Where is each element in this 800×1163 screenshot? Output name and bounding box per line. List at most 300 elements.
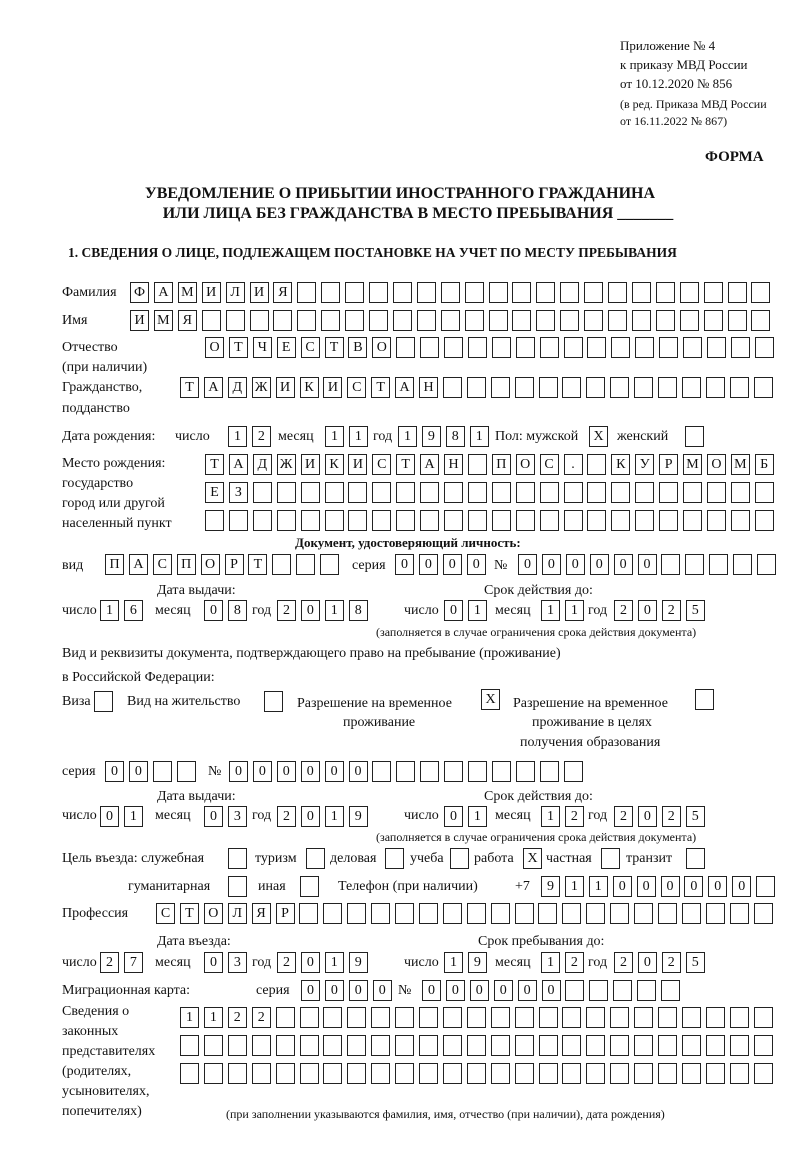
char-cell[interactable] — [443, 903, 462, 924]
char-cell[interactable]: О — [201, 554, 220, 575]
char-cell[interactable] — [637, 980, 656, 1001]
char-cell[interactable]: 9 — [468, 952, 487, 973]
char-cell[interactable] — [348, 510, 367, 531]
char-cell[interactable] — [371, 1035, 390, 1056]
char-cell[interactable]: Н — [419, 377, 438, 398]
char-cell[interactable] — [706, 1063, 725, 1084]
char-cell[interactable] — [420, 761, 439, 782]
char-cell[interactable]: 0 — [100, 806, 119, 827]
char-cell[interactable]: 0 — [638, 806, 657, 827]
char-cell[interactable] — [396, 510, 415, 531]
char-cell[interactable]: 0 — [638, 600, 657, 621]
char-cell[interactable] — [755, 510, 774, 531]
char-cell[interactable] — [369, 282, 388, 303]
char-cell[interactable] — [515, 903, 534, 924]
char-cell[interactable]: 0 — [467, 554, 486, 575]
char-cell[interactable] — [417, 282, 436, 303]
char-cell[interactable] — [323, 1035, 342, 1056]
char-cell[interactable] — [420, 337, 439, 358]
char-cell[interactable] — [276, 1007, 295, 1028]
char-cell[interactable]: 0 — [542, 554, 561, 575]
char-cell[interactable] — [229, 510, 248, 531]
char-cell[interactable]: 0 — [422, 980, 441, 1001]
char-cell[interactable]: Т — [205, 454, 224, 475]
char-cell[interactable]: П — [177, 554, 196, 575]
char-cell[interactable]: И — [301, 454, 320, 475]
char-cell[interactable] — [707, 482, 726, 503]
char-cell[interactable] — [658, 1007, 677, 1028]
char-cell[interactable]: 1 — [589, 876, 608, 897]
char-cell[interactable] — [634, 1035, 653, 1056]
char-cell[interactable]: 3 — [228, 806, 247, 827]
char-cell[interactable] — [539, 377, 558, 398]
char-cell[interactable] — [443, 1063, 462, 1084]
char-cell[interactable] — [420, 482, 439, 503]
char-cell[interactable] — [325, 482, 344, 503]
char-cell[interactable] — [492, 337, 511, 358]
char-cell[interactable]: 1 — [325, 600, 344, 621]
char-cell[interactable] — [515, 1035, 534, 1056]
char-cell[interactable] — [228, 1063, 247, 1084]
char-cell[interactable]: 1 — [565, 600, 584, 621]
char-cell[interactable] — [658, 1063, 677, 1084]
char-cell[interactable]: Ч — [253, 337, 272, 358]
char-cell[interactable] — [467, 1035, 486, 1056]
char-cell[interactable] — [560, 282, 579, 303]
char-cell[interactable]: Е — [205, 482, 224, 503]
char-cell[interactable] — [635, 482, 654, 503]
char-cell[interactable] — [601, 848, 620, 869]
char-cell[interactable] — [754, 377, 773, 398]
char-cell[interactable] — [371, 1007, 390, 1028]
char-cell[interactable] — [300, 1063, 319, 1084]
char-cell[interactable]: 9 — [349, 952, 368, 973]
char-cell[interactable] — [586, 1063, 605, 1084]
char-cell[interactable]: Е — [277, 337, 296, 358]
char-cell[interactable] — [347, 1035, 366, 1056]
char-cell[interactable] — [348, 482, 367, 503]
char-cell[interactable]: 2 — [662, 952, 681, 973]
char-cell[interactable] — [706, 1035, 725, 1056]
char-cell[interactable]: 0 — [637, 876, 656, 897]
char-cell[interactable] — [153, 761, 172, 782]
char-cell[interactable]: 2 — [277, 806, 296, 827]
char-cell[interactable] — [706, 903, 725, 924]
char-cell[interactable] — [94, 691, 113, 712]
char-cell[interactable]: 0 — [325, 980, 344, 1001]
char-cell[interactable]: М — [683, 454, 702, 475]
char-cell[interactable]: 0 — [395, 554, 414, 575]
char-cell[interactable] — [587, 482, 606, 503]
char-cell[interactable] — [395, 1035, 414, 1056]
char-cell[interactable] — [320, 554, 339, 575]
char-cell[interactable]: С — [347, 377, 366, 398]
char-cell[interactable]: 0 — [349, 980, 368, 1001]
char-cell[interactable] — [443, 1035, 462, 1056]
char-cell[interactable] — [180, 1063, 199, 1084]
char-cell[interactable]: 7 — [124, 952, 143, 973]
char-cell[interactable] — [205, 510, 224, 531]
char-cell[interactable]: 0 — [661, 876, 680, 897]
char-cell[interactable]: Т — [325, 337, 344, 358]
char-cell[interactable] — [444, 510, 463, 531]
char-cell[interactable]: У — [635, 454, 654, 475]
char-cell[interactable] — [728, 310, 747, 331]
char-cell[interactable]: 0 — [204, 600, 223, 621]
char-cell[interactable] — [661, 980, 680, 1001]
char-cell[interactable]: 0 — [301, 952, 320, 973]
char-cell[interactable]: 2 — [228, 1007, 247, 1028]
char-cell[interactable] — [395, 903, 414, 924]
char-cell[interactable] — [420, 510, 439, 531]
char-cell[interactable] — [661, 554, 680, 575]
char-cell[interactable] — [515, 377, 534, 398]
char-cell[interactable] — [754, 1063, 773, 1084]
char-cell[interactable]: 0 — [518, 980, 537, 1001]
char-cell[interactable] — [536, 282, 555, 303]
char-cell[interactable] — [491, 903, 510, 924]
char-cell[interactable] — [516, 510, 535, 531]
char-cell[interactable]: 5 — [686, 952, 705, 973]
char-cell[interactable] — [695, 689, 714, 710]
char-cell[interactable]: 0 — [325, 761, 344, 782]
char-cell[interactable] — [277, 510, 296, 531]
char-cell[interactable] — [731, 482, 750, 503]
char-cell[interactable]: С — [156, 903, 175, 924]
char-cell[interactable] — [396, 337, 415, 358]
char-cell[interactable]: 0 — [277, 761, 296, 782]
char-cell[interactable]: А — [154, 282, 173, 303]
char-cell[interactable] — [586, 377, 605, 398]
char-cell[interactable]: 8 — [228, 600, 247, 621]
char-cell[interactable] — [300, 1035, 319, 1056]
char-cell[interactable] — [658, 1035, 677, 1056]
char-cell[interactable] — [301, 482, 320, 503]
char-cell[interactable] — [492, 482, 511, 503]
char-cell[interactable]: Я — [178, 310, 197, 331]
char-cell[interactable] — [468, 454, 487, 475]
char-cell[interactable] — [731, 510, 750, 531]
char-cell[interactable] — [731, 337, 750, 358]
char-cell[interactable] — [539, 1063, 558, 1084]
char-cell[interactable] — [754, 1007, 773, 1028]
char-cell[interactable]: 2 — [252, 1007, 271, 1028]
char-cell[interactable] — [444, 761, 463, 782]
char-cell[interactable]: 1 — [541, 600, 560, 621]
char-cell[interactable] — [372, 510, 391, 531]
char-cell[interactable] — [465, 310, 484, 331]
char-cell[interactable]: О — [707, 454, 726, 475]
char-cell[interactable] — [730, 377, 749, 398]
char-cell[interactable] — [489, 282, 508, 303]
char-cell[interactable]: 0 — [349, 761, 368, 782]
char-cell[interactable] — [686, 848, 705, 869]
char-cell[interactable] — [347, 903, 366, 924]
char-cell[interactable]: 0 — [419, 554, 438, 575]
char-cell[interactable]: А — [229, 454, 248, 475]
char-cell[interactable]: Л — [228, 903, 247, 924]
char-cell[interactable] — [252, 1063, 271, 1084]
char-cell[interactable] — [467, 903, 486, 924]
char-cell[interactable] — [540, 337, 559, 358]
char-cell[interactable]: 0 — [373, 980, 392, 1001]
char-cell[interactable] — [610, 377, 629, 398]
char-cell[interactable] — [443, 1007, 462, 1028]
char-cell[interactable] — [347, 1007, 366, 1028]
char-cell[interactable] — [685, 426, 704, 447]
char-cell[interactable]: О — [205, 337, 224, 358]
char-cell[interactable] — [323, 1063, 342, 1084]
char-cell[interactable] — [564, 337, 583, 358]
char-cell[interactable] — [683, 482, 702, 503]
char-cell[interactable]: 1 — [228, 426, 247, 447]
char-cell[interactable]: 0 — [444, 600, 463, 621]
char-cell[interactable] — [536, 310, 555, 331]
char-cell[interactable] — [659, 482, 678, 503]
char-cell[interactable] — [467, 1063, 486, 1084]
char-cell[interactable]: Т — [248, 554, 267, 575]
char-cell[interactable]: Я — [252, 903, 271, 924]
char-cell[interactable] — [611, 510, 630, 531]
char-cell[interactable]: И — [250, 282, 269, 303]
char-cell[interactable]: 0 — [301, 600, 320, 621]
char-cell[interactable] — [228, 848, 247, 869]
char-cell[interactable] — [515, 1063, 534, 1084]
char-cell[interactable] — [321, 282, 340, 303]
char-cell[interactable]: 0 — [590, 554, 609, 575]
char-cell[interactable] — [562, 377, 581, 398]
char-cell[interactable] — [296, 554, 315, 575]
char-cell[interactable] — [419, 1007, 438, 1028]
char-cell[interactable]: З — [229, 482, 248, 503]
char-cell[interactable] — [419, 903, 438, 924]
char-cell[interactable] — [730, 1035, 749, 1056]
char-cell[interactable] — [444, 482, 463, 503]
char-cell[interactable]: К — [611, 454, 630, 475]
char-cell[interactable] — [589, 980, 608, 1001]
char-cell[interactable]: Б — [755, 454, 774, 475]
char-cell[interactable]: X — [523, 848, 542, 869]
char-cell[interactable] — [491, 377, 510, 398]
char-cell[interactable]: 1 — [444, 952, 463, 973]
char-cell[interactable] — [516, 482, 535, 503]
char-cell[interactable]: 0 — [301, 980, 320, 1001]
char-cell[interactable]: 0 — [253, 761, 272, 782]
char-cell[interactable] — [565, 980, 584, 1001]
char-cell[interactable]: А — [204, 377, 223, 398]
char-cell[interactable] — [704, 282, 723, 303]
char-cell[interactable] — [683, 337, 702, 358]
char-cell[interactable] — [706, 1007, 725, 1028]
char-cell[interactable] — [564, 482, 583, 503]
char-cell[interactable]: Т — [180, 903, 199, 924]
char-cell[interactable]: В — [348, 337, 367, 358]
char-cell[interactable]: Ф — [130, 282, 149, 303]
char-cell[interactable] — [709, 554, 728, 575]
char-cell[interactable] — [345, 310, 364, 331]
char-cell[interactable] — [491, 1035, 510, 1056]
char-cell[interactable]: П — [492, 454, 511, 475]
char-cell[interactable] — [277, 482, 296, 503]
char-cell[interactable]: 1 — [204, 1007, 223, 1028]
char-cell[interactable]: 1 — [180, 1007, 199, 1028]
char-cell[interactable]: Ж — [277, 454, 296, 475]
char-cell[interactable]: 1 — [325, 806, 344, 827]
char-cell[interactable] — [300, 876, 319, 897]
char-cell[interactable] — [610, 1063, 629, 1084]
char-cell[interactable] — [634, 1063, 653, 1084]
char-cell[interactable] — [276, 1063, 295, 1084]
char-cell[interactable] — [635, 337, 654, 358]
char-cell[interactable] — [754, 1035, 773, 1056]
char-cell[interactable] — [467, 377, 486, 398]
char-cell[interactable] — [489, 310, 508, 331]
char-cell[interactable] — [733, 554, 752, 575]
char-cell[interactable]: 0 — [301, 761, 320, 782]
char-cell[interactable]: 0 — [542, 980, 561, 1001]
char-cell[interactable] — [539, 1035, 558, 1056]
char-cell[interactable]: 0 — [129, 761, 148, 782]
char-cell[interactable] — [393, 282, 412, 303]
char-cell[interactable]: А — [129, 554, 148, 575]
char-cell[interactable]: 0 — [638, 952, 657, 973]
char-cell[interactable]: С — [153, 554, 172, 575]
char-cell[interactable] — [704, 310, 723, 331]
char-cell[interactable] — [608, 310, 627, 331]
char-cell[interactable] — [728, 282, 747, 303]
char-cell[interactable]: 9 — [422, 426, 441, 447]
char-cell[interactable]: С — [372, 454, 391, 475]
char-cell[interactable]: 2 — [662, 806, 681, 827]
char-cell[interactable] — [441, 310, 460, 331]
char-cell[interactable]: . — [564, 454, 583, 475]
char-cell[interactable] — [467, 1007, 486, 1028]
char-cell[interactable] — [395, 1063, 414, 1084]
char-cell[interactable] — [683, 510, 702, 531]
char-cell[interactable]: Я — [273, 282, 292, 303]
char-cell[interactable] — [492, 510, 511, 531]
char-cell[interactable] — [323, 903, 342, 924]
char-cell[interactable]: О — [204, 903, 223, 924]
char-cell[interactable]: 1 — [325, 952, 344, 973]
char-cell[interactable] — [611, 482, 630, 503]
char-cell[interactable]: 6 — [124, 600, 143, 621]
char-cell[interactable]: Т — [180, 377, 199, 398]
char-cell[interactable] — [385, 848, 404, 869]
char-cell[interactable]: А — [420, 454, 439, 475]
char-cell[interactable] — [515, 1007, 534, 1028]
char-cell[interactable]: И — [323, 377, 342, 398]
char-cell[interactable]: 2 — [100, 952, 119, 973]
char-cell[interactable] — [516, 337, 535, 358]
char-cell[interactable] — [611, 337, 630, 358]
char-cell[interactable]: 0 — [566, 554, 585, 575]
char-cell[interactable]: О — [516, 454, 535, 475]
char-cell[interactable] — [632, 282, 651, 303]
char-cell[interactable] — [512, 282, 531, 303]
char-cell[interactable] — [658, 377, 677, 398]
char-cell[interactable]: 5 — [686, 806, 705, 827]
char-cell[interactable]: X — [481, 689, 500, 710]
char-cell[interactable] — [395, 1007, 414, 1028]
char-cell[interactable] — [371, 903, 390, 924]
char-cell[interactable] — [755, 337, 774, 358]
char-cell[interactable]: 2 — [277, 952, 296, 973]
char-cell[interactable] — [345, 282, 364, 303]
char-cell[interactable]: Р — [276, 903, 295, 924]
char-cell[interactable] — [228, 876, 247, 897]
char-cell[interactable]: И — [348, 454, 367, 475]
char-cell[interactable] — [323, 1007, 342, 1028]
char-cell[interactable]: 2 — [614, 952, 633, 973]
char-cell[interactable]: 8 — [446, 426, 465, 447]
char-cell[interactable]: 1 — [398, 426, 417, 447]
char-cell[interactable]: Ж — [252, 377, 271, 398]
char-cell[interactable]: 0 — [614, 554, 633, 575]
char-cell[interactable] — [757, 554, 776, 575]
char-cell[interactable] — [372, 482, 391, 503]
char-cell[interactable] — [301, 510, 320, 531]
char-cell[interactable] — [682, 1035, 701, 1056]
char-cell[interactable]: 2 — [252, 426, 271, 447]
char-cell[interactable] — [656, 310, 675, 331]
char-cell[interactable]: И — [276, 377, 295, 398]
char-cell[interactable] — [276, 1035, 295, 1056]
char-cell[interactable] — [707, 510, 726, 531]
char-cell[interactable] — [586, 1035, 605, 1056]
char-cell[interactable]: 1 — [565, 876, 584, 897]
char-cell[interactable] — [659, 510, 678, 531]
char-cell[interactable] — [560, 310, 579, 331]
char-cell[interactable] — [347, 1063, 366, 1084]
char-cell[interactable] — [253, 482, 272, 503]
char-cell[interactable]: М — [178, 282, 197, 303]
char-cell[interactable] — [756, 876, 775, 897]
char-cell[interactable]: Т — [371, 377, 390, 398]
char-cell[interactable]: П — [105, 554, 124, 575]
char-cell[interactable] — [299, 903, 318, 924]
char-cell[interactable]: 0 — [301, 806, 320, 827]
char-cell[interactable] — [680, 310, 699, 331]
char-cell[interactable] — [468, 761, 487, 782]
char-cell[interactable]: 0 — [613, 876, 632, 897]
char-cell[interactable] — [682, 1007, 701, 1028]
char-cell[interactable] — [443, 377, 462, 398]
char-cell[interactable] — [297, 310, 316, 331]
char-cell[interactable]: 5 — [686, 600, 705, 621]
char-cell[interactable]: 0 — [229, 761, 248, 782]
char-cell[interactable] — [325, 510, 344, 531]
char-cell[interactable]: 1 — [349, 426, 368, 447]
char-cell[interactable] — [540, 510, 559, 531]
char-cell[interactable]: 1 — [541, 806, 560, 827]
char-cell[interactable] — [587, 510, 606, 531]
char-cell[interactable]: С — [540, 454, 559, 475]
char-cell[interactable] — [516, 761, 535, 782]
char-cell[interactable] — [586, 1007, 605, 1028]
char-cell[interactable] — [512, 310, 531, 331]
char-cell[interactable] — [658, 903, 677, 924]
char-cell[interactable] — [177, 761, 196, 782]
char-cell[interactable]: Т — [229, 337, 248, 358]
char-cell[interactable] — [228, 1035, 247, 1056]
char-cell[interactable]: О — [372, 337, 391, 358]
char-cell[interactable] — [610, 1007, 629, 1028]
char-cell[interactable]: 0 — [518, 554, 537, 575]
char-cell[interactable] — [634, 1007, 653, 1028]
char-cell[interactable] — [371, 1063, 390, 1084]
char-cell[interactable]: Т — [396, 454, 415, 475]
